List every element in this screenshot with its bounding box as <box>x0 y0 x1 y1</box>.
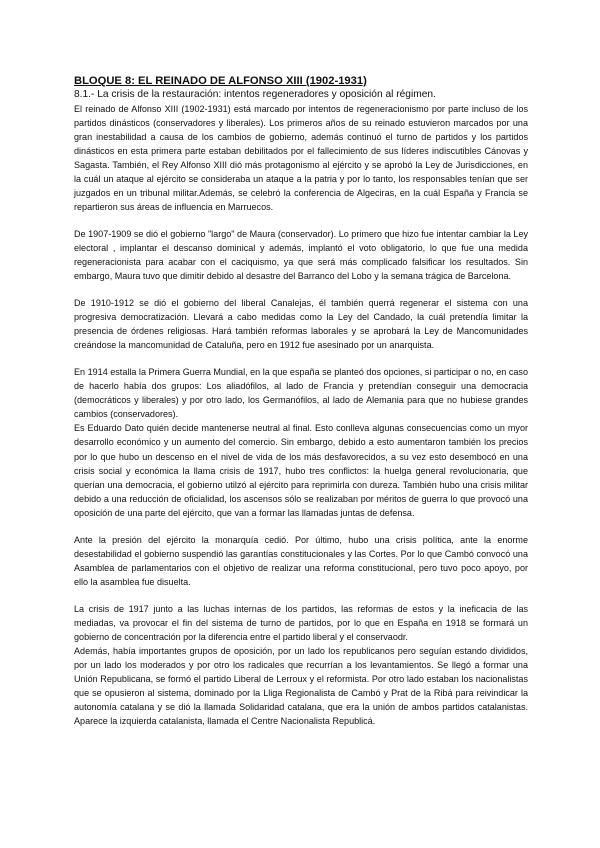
paragraph-maura: De 1907-1909 se dió el gobierno "largo" de Maura (conservador). Lo primero que hizo fue intentar cambiar la Ley electoral , implantar el descanso dominical y además, implantó el voto obligatorio, lo que fue una medida regeneracionista para acabar con el caciquismo, ya que será más complicado falsificar los resultados. Sin embargo, Maura tuvo que dimitir debido al desastre del Barranco del Lobo y la semana trágica de Barcelona. <box>74 228 528 282</box>
paragraph-eduardo-dato: Es Eduardo Dato quién decide mantenerse neutral al final. Esto conlleva algunas consecuencias como un myor desarrollo económico y un aumento del comercio. Sin embargo, debido a esto aumentaron también los precios por lo que hubo un descenso en el nivel de vida de los más desfavorecidos, a su vez esto desembocó en una crisis social y económica la llama crisis de 1917, hubo tres conflictos: la huelga general revolucionaria, que querían una democracia, el gobierno utilzó al ejército para reprimirla con dureza. También hubo una crisis militar debido a una reducción de oficialidad, los ascensos sólo se realizaban por méritos de guerra lo que provocó una oposición de una parte del ejército, que van a formar las llamadas juntas de defensa. <box>74 423 528 518</box>
paragraph-gap <box>74 352 528 365</box>
paragraph-gap <box>74 520 528 533</box>
paragraph-gap <box>74 283 528 296</box>
paragraph-presion-ejercito: Ante la presión del ejército la monarquía cedió. Por último, hubo una crisis política, ante la enorme desestabilidad el gobierno suspendió las garantías constitucionales y las Cortes. Por lo que Cambó convocó una Asamblea de parlamentarios con el objetivo de realizar una reforma constitucional, pero tuvo poco apoyo, por ello la asamblea fue disuelta. <box>74 534 528 587</box>
paragraph-gap <box>74 214 528 227</box>
paragraph-crisis-1917: La crisis de 1917 junto a las luchas internas de los partidos, las reformas de estos y la ineficacia de las mediadas, va provocar el fin del sistema de turno de partidos, por lo que en España en 1918 se formará un gobierno de concentración por la diferencia entre el partido liberal y el conservaodr. <box>74 603 528 643</box>
paragraph-oposicion: Además, había importantes grupos de oposición, por un lado los republicanos pero seguían estando divididos, por un lado los moderados y por otro los radicales que recurrían a los levantamientos. Se llegó a formar una Unión Republicana, se formó el partido Liberal de Lerroux y el reformista. Por otro lado estaban los nacionalistas que se opusieron al sistema, dominado por la Lliga Regionalista de Cambó y Prat de la Ribá para reivindicar la autonomía catalana y se dió la llamada Solidaridad catalana, que era la unión de ambos partidos catalanistas. Aparece la izquierda catalanista, llamada el Centre Nacionalista Republicá. <box>74 646 528 727</box>
document-title: BLOQUE 8: EL REINADO DE ALFONSO XIII (1902-1931) <box>74 75 367 87</box>
paragraph-canalejas: De 1910-1912 se dió el gobierno del liberal Canalejas, él también querrá regenerar el sistema con una progresiva democratización. Llevará a cabo medidas como la Ley del Candado, la cuál pretendía limitar la presencia de órdenes religiosas. Hará también reformas laborales y se aprobará la Ley de Mancomunidades creándose la mancomunidad de Cataluña, pero en 1912 fue asesinado por un anarquista. <box>74 298 528 351</box>
section-subtitle: 8.1.- La crisis de la restauración: intentos regeneradores y oposición al régimen. <box>74 89 436 100</box>
paragraph-primera-guerra: En 1914 estalla la Primera Guerra Mundial, en la que españa se planteó dos opciones, si participar o no, en caso de hacerlo había dos grupos: Los aliadófilos, al lado de Francia y pretendían conseguir una democracia (democráticos y liberales) y por otro lado, los Germanófilos, al lado de Alemania para que no hubiese grandes cambios (conservadores). <box>74 367 528 420</box>
paragraph-gap <box>74 589 528 602</box>
paragraph-reinado: El reinado de Alfonso XIII (1902-1931) está marcado por intentos de regeneracionismo por parte incluso de los partidos dinásticos (conservadores y liberales). Los primeros años de su reinado estuvieron marcados por una gran inestabilidad a causa de los cambios de gobierno, además continuó el turno de partidos y los partidos dinásticos en esta primera parte estaban debilitados por el fallecimiento de sus líderes indiscutibles Cánovas y Sagasta. También, el Rey Alfonso XIII dió más protagonismo al ejército y se aprobó la Ley de Jurisdicciones, en la cuál un ataque al ejército se consideraba un ataque a la patria y por lo tanto, los responsables tenían que ser juzgados en un tribunal militar.Además, se celebró la conferencia de Algeciras, en la cuál España y Francia se repartieron sus áreas de influencia en Marruecos. <box>74 103 528 212</box>
